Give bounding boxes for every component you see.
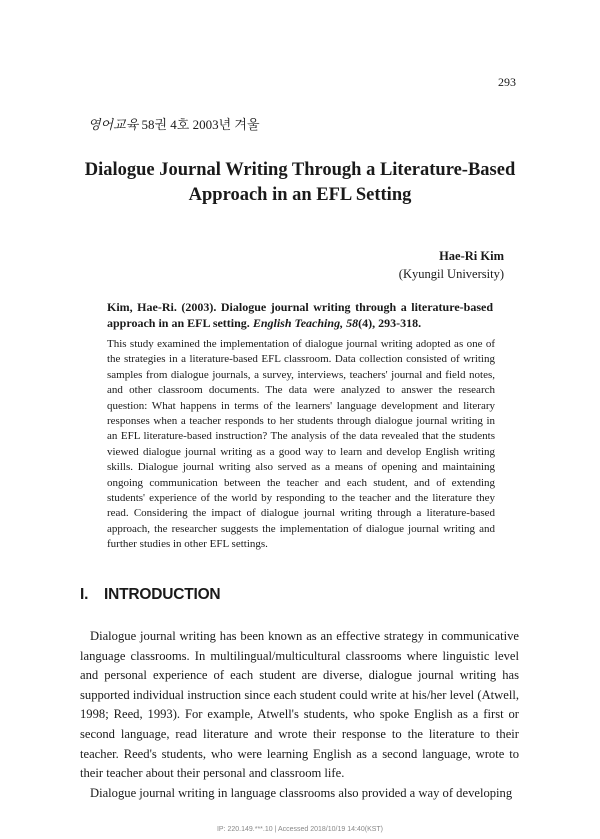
paper-title <box>60 158 540 208</box>
body-paragraph-2: Dialogue journal writing in language classrooms also provided a way of developing <box>90 785 513 800</box>
section-title: INTRODUCTION <box>104 586 221 603</box>
author-affiliation: (Kyungil University) <box>398 267 504 281</box>
body-text <box>80 627 519 803</box>
citation-journal: English Teaching, 58 <box>252 316 359 330</box>
citation-title: Dialogue journal writing through a literature-based approach in an EFL setting. <box>107 300 493 330</box>
citation-pages: (4), 293-318. <box>358 316 422 330</box>
section-heading <box>80 586 220 604</box>
abstract <box>107 337 495 553</box>
citation <box>107 299 493 331</box>
access-footer: IP: 220.149.***.10 | Accessed 2018/10/19 14:40(KST) <box>216 826 384 833</box>
journal-header <box>88 114 260 133</box>
citation-authors: Kim, Hae-Ri. (2003). <box>107 300 221 314</box>
section-number: I. <box>80 586 89 603</box>
author-name: Hae-Ri Kim <box>439 249 504 263</box>
page-number: 293 <box>498 75 516 89</box>
abstract-text: This study examined the implementation of dialogue journal writing adopted as one of the strategies in a literature-based EFL classroom. Data collection consisted of writing samples from dialogue journals, a survey, interviews, teachers' journal and field notes, and other classroom documents. The data were analyzed to answer the research question: What happens in terms of the learners' language development and literary responses when a teacher responds to her students through dialogue journal writing in an EFL literature-based instruction? The analysis of the data revealed that the students viewed dialogue journal writing as a good way to learn and develop English writing skills. Dialogue journal writing also served as a means of opening and maintaining ongoing communication between the teacher and each student, and of extending students' experience of the world by responding to the teacher and the literature they read. Considering the impact of dialogue journal writing through a literature-based approach, the researcher suggests the implementation of dialogue journal writing and further studies in other EFL settings. <box>107 338 495 551</box>
body-paragraph-1: Dialogue journal writing has been known as an effective strategy in communicative language classrooms. In multilingual/multicultural classrooms where linguistic level and personal experience of each student are diverse, dialogue journal writing has supported individual instruction since each student could write at his/her level (Atwell, 1998; Reed, 1993). For example, Atwell's students, who spoke English as a first or second language, read literature and wrote their response to the literature to their teacher. Reed's students, who were learning English as a second language, wrote to their teacher about their personal and classroom life. <box>80 629 519 781</box>
journal-name: 영어교육 <box>88 117 139 132</box>
journal-issue: 58권 4호 2003년 겨울 <box>141 117 260 132</box>
paper-title-line-1: Dialogue Journal Writing Through a Literature-Based <box>84 160 516 180</box>
author-block <box>399 247 504 283</box>
paper-title-line-2: Approach in an EFL Setting <box>188 185 412 205</box>
